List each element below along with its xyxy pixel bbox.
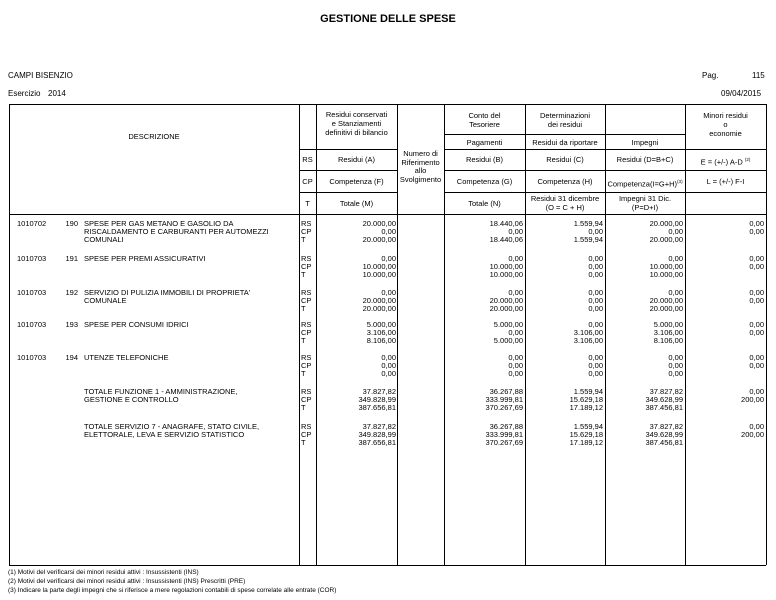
value-residui-a: 0,00 bbox=[381, 369, 396, 379]
row-code: 1010703 bbox=[17, 320, 47, 329]
value-residui-c: 0,00 bbox=[588, 296, 603, 306]
value-residui-c: 0,00 bbox=[588, 304, 603, 314]
value-residui-c: 15.629,18 bbox=[569, 430, 603, 440]
header-text: Competenza(I=G+H) bbox=[607, 179, 678, 189]
header-e-formula bbox=[685, 155, 766, 167]
header-residui-conservati bbox=[316, 110, 397, 137]
header-descrizione: DESCRIZIONE bbox=[128, 132, 180, 141]
entity-name: CAMPI BISENZIO bbox=[8, 71, 73, 80]
value-residui-c: 0,00 bbox=[588, 353, 603, 362]
value-residui-d: 20.000,00 bbox=[649, 219, 683, 228]
value-residui-c: 17.189,12 bbox=[569, 438, 603, 448]
value-residui-b: 5.000,00 bbox=[493, 320, 523, 329]
value-residui-b: 0,00 bbox=[508, 369, 523, 379]
header-text: E = (+/-) A-D bbox=[700, 157, 743, 167]
value-residui-b: 20.000,00 bbox=[489, 304, 523, 314]
header-minori-residui bbox=[685, 111, 766, 138]
value-residui-d: 0,00 bbox=[668, 227, 683, 237]
header-residui-da-riportare: Residui da riportare bbox=[532, 138, 598, 147]
table-bottom-border bbox=[9, 565, 766, 566]
value-residui-c: 0,00 bbox=[588, 270, 603, 280]
value-residui-d: 5.000,00 bbox=[653, 320, 683, 329]
col-line bbox=[9, 104, 10, 565]
col-line bbox=[444, 104, 445, 565]
col-line bbox=[299, 104, 300, 565]
page-label: Pag. bbox=[702, 71, 719, 80]
value-residui-b: 36.267,88 bbox=[489, 422, 523, 431]
header-residui-b: Residui (B) bbox=[465, 155, 504, 164]
row-type-label: T bbox=[301, 403, 306, 413]
value-residui-a: 349.828,99 bbox=[358, 430, 396, 440]
value-minori: 0,00 bbox=[749, 296, 764, 306]
header-determinazioni bbox=[525, 111, 605, 129]
value-residui-c: 0,00 bbox=[588, 227, 603, 237]
value-residui-c: 0,00 bbox=[588, 320, 603, 329]
header-text-line: (P=D+I) bbox=[631, 203, 659, 212]
value-residui-a: 8.106,00 bbox=[366, 336, 396, 346]
header-row-line bbox=[299, 192, 397, 193]
row-code: 1010702 bbox=[17, 219, 47, 228]
value-residui-b: 36.267,88 bbox=[489, 387, 523, 396]
value-residui-c: 1.559,94 bbox=[573, 235, 603, 245]
value-residui-d: 0,00 bbox=[668, 369, 683, 379]
header-text-line: (O = C + H) bbox=[545, 203, 585, 212]
header-text-line: definitivi di bilancio bbox=[325, 128, 388, 137]
value-minori: 0,00 bbox=[749, 387, 764, 396]
value-minori: 200,00 bbox=[741, 395, 764, 405]
header-impegni: Impegni bbox=[631, 138, 659, 147]
value-residui-b: 18.440,06 bbox=[489, 219, 523, 228]
value-residui-a: 3.106,00 bbox=[366, 328, 396, 338]
col-line bbox=[766, 104, 767, 565]
header-text-line: Conto del bbox=[468, 111, 501, 120]
value-residui-c: 0,00 bbox=[588, 288, 603, 297]
row-description: UTENZE TELEFONICHE bbox=[84, 353, 169, 362]
row-type-label: T bbox=[301, 270, 306, 280]
value-residui-b: 20.000,00 bbox=[489, 296, 523, 306]
value-residui-b: 10.000,00 bbox=[489, 270, 523, 280]
row-type-label: RS bbox=[301, 353, 312, 362]
col-line bbox=[685, 104, 686, 565]
value-residui-d: 20.000,00 bbox=[649, 235, 683, 245]
header-t: T bbox=[305, 199, 310, 208]
header-residui-c: Residui (C) bbox=[546, 155, 584, 164]
value-residui-a: 387.656,81 bbox=[358, 403, 396, 413]
header-text-line: Riferimento bbox=[401, 157, 440, 167]
value-residui-d: 349.628,99 bbox=[645, 395, 683, 405]
value-residui-a: 37.827,82 bbox=[362, 422, 396, 431]
page-number: 115 bbox=[752, 71, 765, 80]
header-text-line: economie bbox=[709, 129, 742, 138]
row-description: GESTIONE E CONTROLLO bbox=[84, 395, 179, 405]
value-residui-d: 387.456,81 bbox=[645, 438, 683, 448]
value-residui-d: 0,00 bbox=[668, 288, 683, 297]
value-residui-d: 20.000,00 bbox=[649, 304, 683, 314]
value-residui-c: 0,00 bbox=[588, 254, 603, 263]
header-text-line: Residui 31 dicembre bbox=[530, 194, 600, 203]
value-residui-a: 0,00 bbox=[381, 288, 396, 297]
header-text-line: Svolgimento bbox=[399, 174, 442, 184]
header-pagamenti: Pagamenti bbox=[466, 138, 503, 147]
header-text-line: e Stanziamenti bbox=[331, 119, 382, 128]
value-residui-c: 0,00 bbox=[588, 361, 603, 371]
value-minori: 0,00 bbox=[749, 328, 764, 338]
row-type-label: RS bbox=[301, 219, 312, 228]
footnote-2: (2) Motivi del verificarsi dei minori residui attivi : Insussistenti (INS) Prescritti (PRE) bbox=[8, 578, 246, 585]
row-type-label: CP bbox=[301, 262, 312, 272]
row-type-label: CP bbox=[301, 361, 312, 371]
value-residui-a: 349.828,99 bbox=[358, 395, 396, 405]
value-residui-c: 1.559,94 bbox=[573, 387, 603, 396]
value-residui-c: 0,00 bbox=[588, 369, 603, 379]
row-description: COMUNALE bbox=[84, 296, 127, 306]
header-text-line: o bbox=[723, 120, 728, 129]
row-type-label: CP bbox=[301, 328, 312, 338]
row-type-label: RS bbox=[301, 387, 312, 396]
header-row-line bbox=[444, 134, 685, 135]
value-residui-d: 387.456,81 bbox=[645, 403, 683, 413]
header-residui-31 bbox=[525, 194, 605, 212]
row-number: 192 bbox=[65, 288, 78, 297]
value-residui-c: 15.629,18 bbox=[569, 395, 603, 405]
row-number: 190 bbox=[65, 219, 78, 228]
value-residui-a: 0,00 bbox=[381, 353, 396, 362]
value-residui-d: 37.827,82 bbox=[649, 422, 683, 431]
value-residui-c: 17.189,12 bbox=[569, 403, 603, 413]
value-residui-b: 0,00 bbox=[508, 361, 523, 371]
value-residui-b: 370.267,69 bbox=[485, 438, 523, 448]
value-minori: 0,00 bbox=[749, 320, 764, 329]
header-row-line bbox=[299, 149, 397, 150]
header-numero-riferimento bbox=[397, 150, 444, 184]
value-residui-a: 20.000,00 bbox=[362, 304, 396, 314]
row-code: 1010703 bbox=[17, 254, 47, 263]
header-text-line: Tesoriere bbox=[469, 120, 500, 129]
value-residui-b: 370.267,69 bbox=[485, 403, 523, 413]
header-l-formula: L = (+/-) F-I bbox=[706, 177, 745, 186]
value-residui-c: 1.559,94 bbox=[573, 219, 603, 228]
row-number: 194 bbox=[65, 353, 78, 362]
value-residui-b: 333.999,81 bbox=[485, 430, 523, 440]
col-line bbox=[316, 104, 317, 565]
year-label: Esercizio bbox=[8, 89, 41, 98]
value-residui-d: 10.000,00 bbox=[649, 270, 683, 280]
row-type-label: T bbox=[301, 304, 306, 314]
header-text-line: Impegni 31 Dic. bbox=[618, 194, 672, 203]
row-type-label: T bbox=[301, 336, 306, 346]
header-residui-a: Residui (A) bbox=[337, 155, 376, 164]
row-code: 1010703 bbox=[17, 288, 47, 297]
value-residui-a: 10.000,00 bbox=[362, 262, 396, 272]
value-minori: 0,00 bbox=[749, 288, 764, 297]
footnote-3: (3) Indicare la parte degli impegni che si riferisce a mere regolazioni contabili di spese correlate alle entrate (COR) bbox=[8, 587, 337, 594]
footnote-1: (1) Motivi del verificarsi dei minori residui attivi : Insussistenti (INS) bbox=[8, 569, 199, 576]
value-residui-a: 20.000,00 bbox=[362, 219, 396, 228]
table-header-border bbox=[9, 214, 766, 215]
value-residui-d: 3.106,00 bbox=[653, 328, 683, 338]
row-description: ELETTORALE, LEVA E SERVIZIO STATISTICO bbox=[84, 430, 245, 440]
row-type-label: CP bbox=[301, 296, 312, 306]
value-residui-a: 20.000,00 bbox=[362, 296, 396, 306]
row-description: COMUNALI bbox=[84, 235, 124, 245]
row-description: SPESE PER PREMI ASSICURATIVI bbox=[84, 254, 206, 263]
header-text-line: Residui conservati bbox=[325, 110, 388, 119]
row-type-label: CP bbox=[301, 395, 312, 405]
header-row-line bbox=[444, 192, 766, 193]
row-type-label: T bbox=[301, 235, 306, 245]
value-residui-a: 387.656,81 bbox=[358, 438, 396, 448]
value-residui-a: 0,00 bbox=[381, 254, 396, 263]
value-minori: 0,00 bbox=[749, 361, 764, 371]
value-minori: 0,00 bbox=[749, 254, 764, 263]
value-minori: 200,00 bbox=[741, 430, 764, 440]
value-minori: 0,00 bbox=[749, 227, 764, 237]
row-type-label: CP bbox=[301, 430, 312, 440]
value-residui-b: 0,00 bbox=[508, 227, 523, 237]
value-residui-b: 333.999,81 bbox=[485, 395, 523, 405]
row-description: RISCALDAMENTO E CARBURANTI PER AUTOMEZZI bbox=[84, 227, 269, 237]
page-title: GESTIONE DELLE SPESE bbox=[320, 13, 456, 25]
header-competenza-i bbox=[605, 177, 685, 189]
report-date: 09/04/2015 bbox=[721, 89, 762, 98]
value-residui-c: 3.106,00 bbox=[573, 336, 603, 346]
header-rs: RS bbox=[302, 155, 313, 164]
row-code: 1010703 bbox=[17, 353, 47, 362]
value-minori: 0,00 bbox=[749, 262, 764, 272]
row-type-label: RS bbox=[301, 288, 312, 297]
value-residui-a: 0,00 bbox=[381, 227, 396, 237]
value-residui-d: 8.106,00 bbox=[653, 336, 683, 346]
header-cp: CP bbox=[302, 177, 313, 186]
value-minori: 0,00 bbox=[749, 353, 764, 362]
value-residui-d: 0,00 bbox=[668, 254, 683, 263]
value-residui-b: 0,00 bbox=[508, 328, 523, 338]
header-text-line: allo bbox=[414, 166, 427, 175]
value-residui-d: 0,00 bbox=[668, 353, 683, 362]
row-number: 193 bbox=[65, 320, 78, 329]
value-minori: 0,00 bbox=[749, 219, 764, 228]
table-top-border bbox=[9, 104, 766, 105]
value-residui-b: 10.000,00 bbox=[489, 262, 523, 272]
header-text-line: Numero di bbox=[403, 149, 438, 158]
year-value: 2014 bbox=[48, 89, 66, 98]
header-text-line: Determinazioni bbox=[539, 111, 591, 120]
row-type-label: CP bbox=[301, 227, 312, 237]
header-row-line bbox=[299, 170, 397, 171]
row-number: 191 bbox=[65, 254, 78, 263]
row-type-label: T bbox=[301, 438, 306, 448]
value-residui-d: 10.000,00 bbox=[649, 262, 683, 272]
header-text-line: Minori residui bbox=[703, 111, 748, 120]
value-residui-b: 0,00 bbox=[508, 254, 523, 263]
header-row-line bbox=[444, 149, 766, 150]
value-residui-d: 20.000,00 bbox=[649, 296, 683, 306]
header-totale-m: Totale (M) bbox=[339, 199, 374, 208]
row-description: SPESE PER CONSUMI IDRICI bbox=[84, 320, 189, 329]
col-line bbox=[525, 104, 526, 565]
value-residui-a: 20.000,00 bbox=[362, 235, 396, 245]
value-residui-d: 349.628,99 bbox=[645, 430, 683, 440]
row-description: SPESE PER GAS METANO E GASOLIO DA bbox=[84, 219, 234, 228]
value-residui-b: 18.440,06 bbox=[489, 235, 523, 245]
value-minori: 0,00 bbox=[749, 422, 764, 431]
row-type-label: RS bbox=[301, 254, 312, 263]
row-description: TOTALE FUNZIONE 1 - AMMINISTRAZIONE, bbox=[84, 387, 238, 396]
value-residui-a: 5.000,00 bbox=[366, 320, 396, 329]
row-description: SERVIZIO DI PULIZIA IMMOBILI DI PROPRIETA' bbox=[84, 288, 251, 297]
col-line bbox=[605, 104, 606, 565]
row-type-label: RS bbox=[301, 422, 312, 431]
header-conto-tesoriere bbox=[444, 111, 525, 129]
header-residui-d: Residui (D=B+C) bbox=[616, 155, 674, 164]
value-residui-a: 0,00 bbox=[381, 361, 396, 371]
row-type-label: RS bbox=[301, 320, 312, 329]
header-text-line: dei residui bbox=[547, 120, 583, 129]
row-type-label: T bbox=[301, 369, 306, 379]
header-impegni-31 bbox=[605, 194, 685, 212]
value-residui-b: 0,00 bbox=[508, 353, 523, 362]
header-competenza-f: Competenza (F) bbox=[329, 177, 384, 186]
value-residui-c: 0,00 bbox=[588, 262, 603, 272]
header-competenza-h: Competenza (H) bbox=[537, 177, 593, 186]
footnote-marker: (3) bbox=[677, 179, 683, 184]
value-residui-c: 3.106,00 bbox=[573, 328, 603, 338]
value-residui-c: 1.559,94 bbox=[573, 422, 603, 431]
value-residui-d: 0,00 bbox=[668, 361, 683, 371]
value-residui-b: 5.000,00 bbox=[493, 336, 523, 346]
header-row-line bbox=[444, 170, 766, 171]
value-residui-d: 37.827,82 bbox=[649, 387, 683, 396]
header-totale-n: Totale (N) bbox=[468, 199, 501, 208]
value-residui-a: 10.000,00 bbox=[362, 270, 396, 280]
row-description: TOTALE SERVIZIO 7 - ANAGRAFE, STATO CIVILE, bbox=[84, 422, 260, 431]
value-residui-a: 37.827,82 bbox=[362, 387, 396, 396]
footnote-marker: (2) bbox=[744, 157, 751, 162]
header-competenza-g: Competenza (G) bbox=[456, 177, 513, 186]
value-residui-b: 0,00 bbox=[508, 288, 523, 297]
